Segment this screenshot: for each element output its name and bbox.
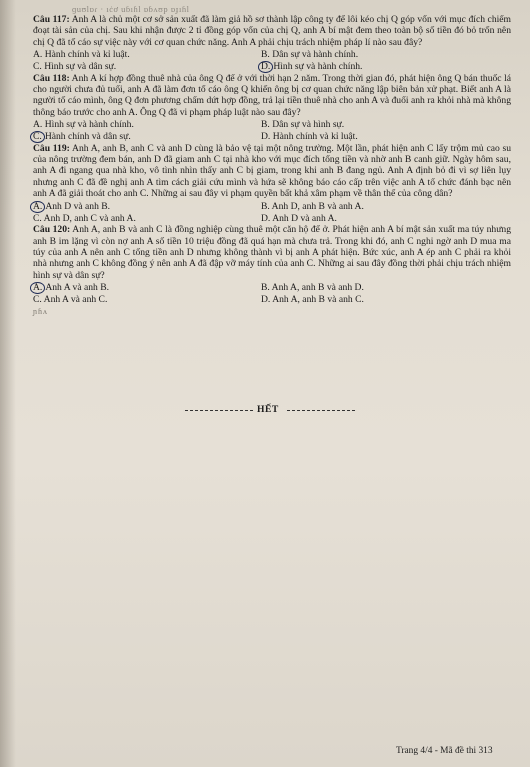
question-list [33,14,511,317]
option-b[interactable]: B. Dân sự và hình sự. [261,119,345,131]
option-d[interactable]: D. Anh A, anh B và anh C. [261,294,364,306]
circled-letter: A. [30,201,45,213]
option-a[interactable]: A. Anh A và anh B. [33,282,261,294]
option-a[interactable]: A. Hành chính và kỉ luật. [33,49,130,61]
answer-options [33,119,511,142]
option-d[interactable]: D. Hành chính và kỉ luật. [261,130,358,142]
option-d[interactable]: D. Hình sự và hành chính. [261,61,511,73]
end-marker [185,404,355,416]
question-number: Câu 117: [33,14,70,25]
option-c[interactable]: C. Hình sự và dân sự. [33,60,117,72]
question-number: Câu 119: [33,142,70,154]
answer-options [33,282,511,305]
option-a[interactable]: A. Anh D và anh B. [33,201,261,213]
question-118 [33,73,511,119]
option-c[interactable]: C. Hành chính và dân sự. [33,131,261,143]
page-footer: Trang 4/4 - Mã đề thi 313 [396,746,493,756]
option-a[interactable]: A. Hình sự và hành chính. [33,119,134,131]
pencil-mark: ɲɦʌ [33,306,48,316]
answer-options [33,201,511,224]
circled-letter: A. [30,282,45,294]
question-120 [33,224,511,281]
question-number: Câu 118: [33,72,70,84]
answer-options [33,49,511,72]
question-117 [33,14,511,48]
page-shadow [0,0,16,767]
option-c[interactable]: C. Anh D, anh C và anh A. [33,212,136,224]
dash-right [287,410,355,411]
question-number: Câu 120: [33,224,71,236]
option-c[interactable]: C. Anh A và anh C. [33,294,108,306]
question-text: Anh A, anh B, anh C và anh D cùng là bảo vệ tại một nông trường. Một lần, phát hiện anh C lấy trộm mủ cao su của nông trường đem bán, anh D đã giam anh C tại nhà kho với mục đích tống tiền và nhờ anh B canh giữ. Ngày hôm sau, anh A đi ngang qua nhà kho, vô tình nhìn thấy anh C bị giam, trong khi anh B đang ngủ. Anh A định bỏ đi vì sợ liên lụy nhưng anh C đã đề nghị anh A tìm cách giải cứu mình và hứa sẽ không báo cáo cấp trên việc anh A tổ chức đánh bạc nên anh A đã giải thoát cho anh C. Những ai sau đây vi phạm quyền bất khả xâm phạm về thân thể của công dân? [33,142,511,200]
end-word: HẾT [257,404,279,415]
question-119 [33,143,511,200]
question-text: Anh A, anh B và anh C là đồng nghiệp cùng thuê một căn hộ để ở. Phát hiện anh A bí mật sản xuất ma túy nhưng anh B im lặng vì còn nợ anh A số tiền 10 triệu đồng đã quá hạn mà chưa trả. Trong khi đó, anh C nghi ngờ anh D mua ma túy của anh A nên anh C tống tiền anh D nhưng không thành vì bị anh A phát hiện. Bức xúc, anh A ép anh C phải ra khỏi nhà nhưng anh C không đồng ý nên anh A đã đập vỡ máy tính của anh C. Những ai sau đây đồng thời phải chịu trách nhiệm hình sự và dân sự? [33,224,512,281]
bleed-through-text: ɡuʊlɒɾ · ıċơ uɓıɦl ɒɓʌʊp ɒɟıɦl [72,4,190,14]
circled-letter: D. [258,61,273,73]
circled-letter: C. [30,131,45,143]
option-b[interactable]: B. Anh A, anh B và anh D. [261,282,364,294]
option-d[interactable]: D. Anh D và anh A. [261,212,337,224]
option-b[interactable]: B. Dân sự và hành chính. [261,49,359,61]
dash-left [185,410,253,411]
question-text: Anh A kí hợp đồng thuê nhà của ông Q để ở với thời hạn 2 năm. Trong thời gian đó, phát hiện ông Q bán thuốc lá cho người chưa đủ tuổi, anh A đã làm đơn tố cáo ông Q khiến ông bị cơ quan chức năng lập biên bản xử phạt. Biết anh A là người tố cáo mình, ông Q đơn phương chấm dứt hợp đồng, trả lại tiền thuê nhà cho anh A và đuổi anh ra khỏi nhà mà không thông báo trước cho anh A. Ông Q đã vi phạm pháp luật nào sau đây? [33,72,511,118]
option-b[interactable]: B. Anh D, anh B và anh A. [261,200,364,212]
question-text: Anh A là chủ một cơ sở sản xuất đã làm giả hồ sơ thành lập công ty để lôi kéo chị Q góp vốn với mục đích chiếm đoạt tài sản của chị. Sau khi nhận được 2 tỉ đồng góp vốn của chị Q, anh A bí mật đem theo toàn bộ số tiền đó bỏ trốn nên chị Q đã tố cáo sự việc này với cơ quan chức năng. Anh A phải chịu trách nhiệm pháp lí nào sau đây? [33,14,511,48]
